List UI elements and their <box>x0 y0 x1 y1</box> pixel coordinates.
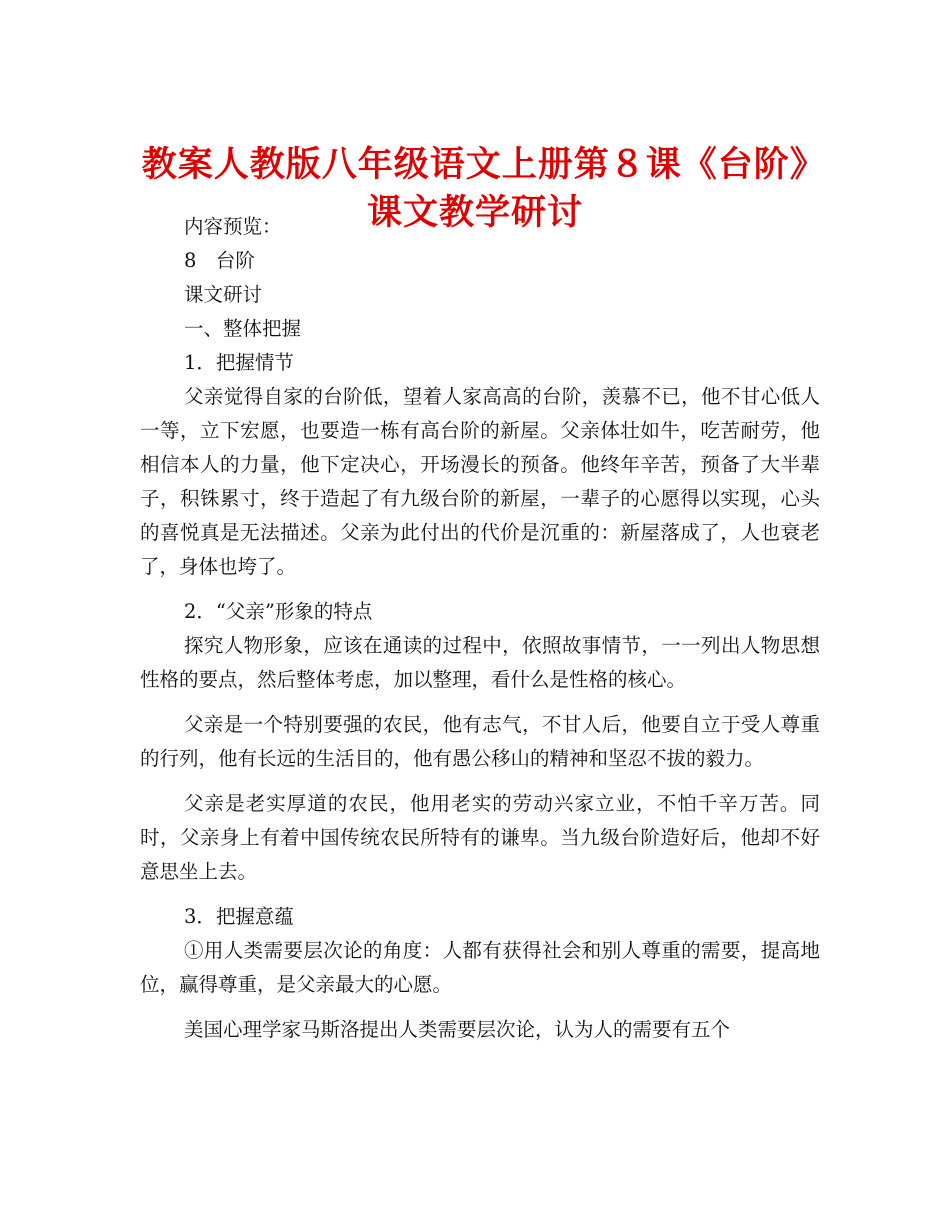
paragraph-method: 探究人物形象，应该在通读的过程中，依照故事情节，一一列出人物思想性格的要点，然后整体考虑，加以整理，看什么是性格的核心。 <box>140 634 820 691</box>
paragraph-maslow: 美国心理学家马斯洛提出人类需要层次论，认为人的需要有五个 <box>184 1018 731 1041</box>
point-heading-meaning: 3．把握意蕴 <box>184 905 294 928</box>
paragraph-honesty: 父亲是老实厚道的农民，他用老实的劳动兴家立业，不怕千辛万苦。同时，父亲身上有着中国传统农民所特有的谦卑。当九级台阶造好后，他却不好意思坐上去。 <box>140 792 820 883</box>
preview-label: 内容预览： <box>184 215 282 238</box>
part-heading: 一、整体把握 <box>184 317 302 340</box>
paragraph-strong-will: 父亲是一个特别要强的农民，他有志气，不甘人后，他要自立于受人尊重的行列，他有长远的生活目的，他有愚公移山的精神和坚忍不拔的毅力。 <box>140 713 820 770</box>
section-label: 课文研讨 <box>184 283 263 306</box>
document-body <box>140 210 820 1058</box>
lesson-heading: 8 台阶 <box>184 249 255 272</box>
paragraph-needs: ①用人类需要层次论的角度：人都有获得社会和别人尊重的需要，提高地位，赢得尊重，是父亲最大的心愿。 <box>140 939 820 996</box>
document-title: 教案人教版八年级语文上册第８课《台阶》课文教学研讨 <box>141 145 809 234</box>
point-heading-plot: 1．把握情节 <box>184 351 294 374</box>
point-heading-character: 2．“父亲”形象的特点 <box>184 600 373 623</box>
paragraph-plot: 父亲觉得自家的台阶低，望着人家高高的台阶，羡慕不已，他不甘心低人一等，立下宏愿，也要造一栋有高台阶的新屋。父亲体壮如牛，吃苦耐劳，他相信本人的力量，他下定决心，开场漫长的预备。他终年辛苦，预备了大半辈子，积铢累寸，终于造起了有九级台阶的新屋，一辈子的心愿得以实现，心头的喜悦真是无法描述。父亲为此付出的代价是沉重的：新屋落成了，人也衰老了，身体也垮了。 <box>140 385 820 578</box>
